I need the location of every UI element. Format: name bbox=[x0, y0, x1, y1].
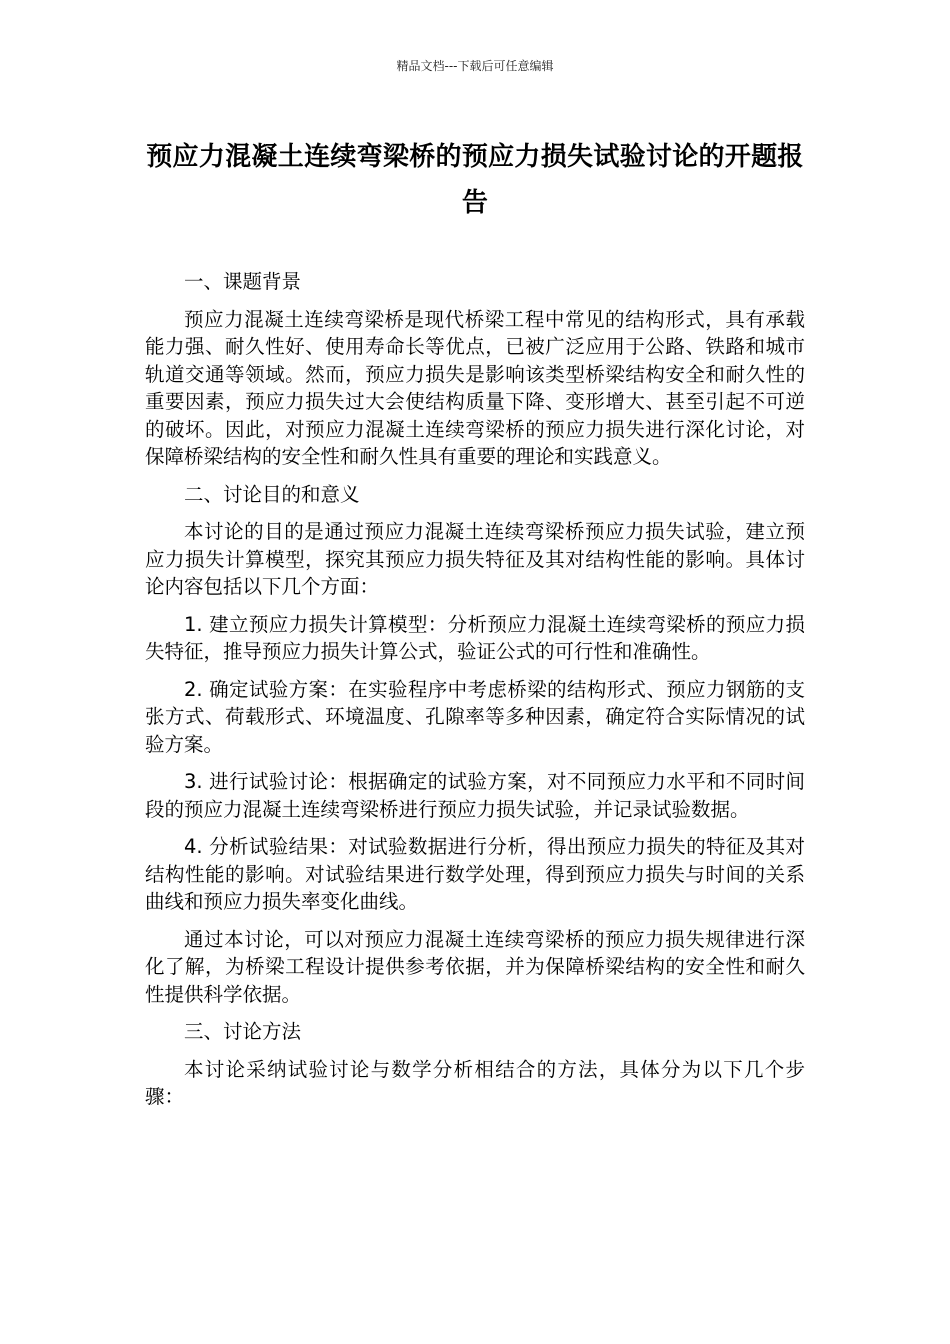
document-title: 预应力混凝土连续弯梁桥的预应力损失试验讨论的开题报告 bbox=[146, 142, 804, 218]
paragraph-purpose-conclusion: 通过本讨论，可以对预应力混凝土连续弯梁桥的预应力损失规律进行深化了解，为桥梁工程设计提供参考依据，并为保障桥梁结构的安全性和耐久性提供科学依据。 bbox=[145, 927, 805, 1006]
list-item-4: 4. 分析试验结果：对试验数据进行分析，得出预应力损失的特征及其对结构性能的影响。对试验结果进行数学处理，得到预应力损失与时间的关系曲线和预应力损失率变化曲线。 bbox=[145, 835, 805, 913]
list-item-2: 2. 确定试验方案：在实验程序中考虑桥梁的结构形式、预应力钢筋的支张方式、荷载形式、环境温度、孔隙率等多种因素，确定符合实际情况的试验方案。 bbox=[145, 677, 805, 756]
section-heading-purpose: 二、讨论目的和意义 bbox=[184, 482, 360, 506]
section-heading-background: 一、课题背景 bbox=[184, 270, 302, 293]
paragraph-method: 本讨论采纳试验讨论与数学分析相结合的方法，具体分为以下几个步骤： bbox=[145, 1057, 805, 1108]
list-item-1: 1. 建立预应力损失计算模型：分析预应力混凝土连续弯梁桥的预应力损失特征，推导预应力损失计算公式，验证公式的可行性和准确性。 bbox=[145, 612, 805, 663]
page-header: 精品文档---下载后可任意编辑 bbox=[396, 59, 554, 73]
section-heading-method: 三、讨论方法 bbox=[184, 1020, 302, 1043]
list-item-3: 3. 进行试验讨论：根据确定的试验方案，对不同预应力水平和不同时间段的预应力混凝土连续弯梁桥进行预应力损失试验，并记录试验数据。 bbox=[145, 770, 805, 821]
paragraph-purpose-intro: 本讨论的目的是通过预应力混凝土连续弯梁桥预应力损失试验，建立预应力损失计算模型，探究其预应力损失特征及其对结构性能的影响。具体讨论内容包括以下几个方面： bbox=[145, 520, 805, 598]
document-body bbox=[145, 268, 805, 1121]
paragraph-background: 预应力混凝土连续弯梁桥是现代桥梁工程中常见的结构形式，具有承载能力强、耐久性好、使用寿命长等优点，已被广泛应用于公路、铁路和城市轨道交通等领域。然而，预应力损失是影响该类型桥梁结构安全和耐久性的重要因素，预应力损失过大会使结构质量下降、变形增大、甚至引起不可逆的破坏。因此，对预应力混凝土连续弯梁桥的预应力损失进行深化讨论，对保障桥梁结构的安全性和耐久性具有重要的理论和实践意义。 bbox=[145, 307, 805, 468]
